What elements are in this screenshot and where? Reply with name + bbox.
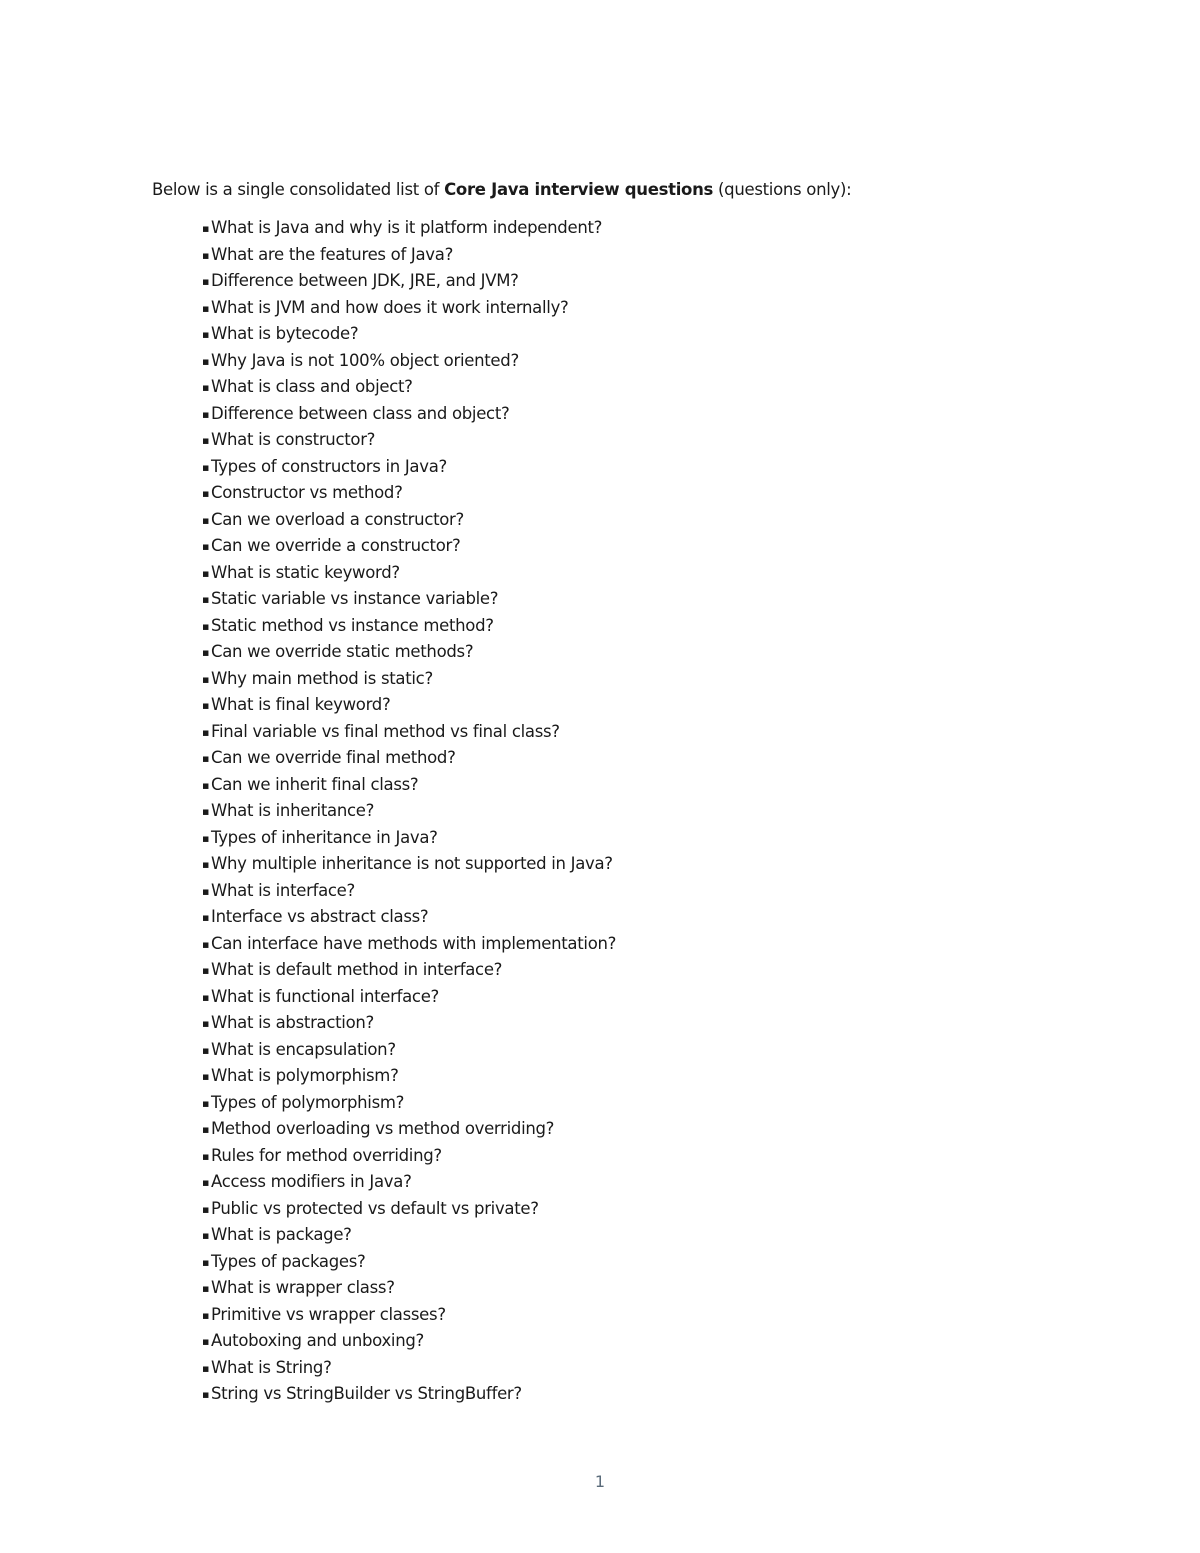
bullet-icon: ▪	[202, 937, 210, 951]
bullet-icon: ▪	[202, 275, 210, 288]
question-text: Why Java is not 100% object oriented?	[211, 350, 519, 370]
list-item	[202, 1117, 616, 1144]
question-text: What is bytecode?	[211, 324, 359, 343]
question-text: What is constructor?	[211, 430, 376, 449]
list-item	[202, 561, 616, 588]
question-text: What is inheritance?	[211, 801, 375, 820]
question-text: What is Java and why is it platform independent?	[211, 218, 603, 237]
question-text: What is String?	[211, 1357, 332, 1377]
question-text: What is polymorphism?	[211, 1066, 399, 1085]
bullet-icon: ▪	[202, 619, 210, 633]
list-item	[202, 1356, 616, 1383]
list-item	[202, 322, 616, 349]
question-text: What is wrapper class?	[211, 1278, 395, 1297]
list-item	[202, 508, 616, 535]
bullet-icon: ▪	[202, 407, 210, 421]
intro-text-before: Below is a single consolidated list of	[152, 179, 445, 199]
bullet-icon: ▪	[202, 672, 210, 686]
question-text: Types of inheritance in Java?	[211, 827, 438, 847]
list-item	[202, 1382, 616, 1409]
list-item	[202, 958, 616, 985]
list-item	[202, 1011, 616, 1038]
list-item	[202, 375, 616, 402]
bullet-icon: ▪	[202, 699, 210, 712]
bullet-icon: ▪	[202, 646, 210, 659]
question-text: Can we overload a constructor?	[211, 509, 464, 529]
bullet-icon: ▪	[202, 301, 210, 315]
question-text: What is default method in interface?	[211, 960, 503, 979]
bullet-icon: ▪	[202, 460, 210, 474]
bullet-icon: ▪	[202, 222, 210, 235]
bullet-icon: ▪	[202, 1096, 210, 1110]
bullet-icon: ▪	[202, 1149, 210, 1163]
list-item	[202, 1197, 616, 1224]
bullet-icon: ▪	[202, 778, 210, 792]
intro-paragraph	[152, 178, 851, 202]
list-item	[202, 1170, 616, 1197]
bullet-icon: ▪	[202, 487, 210, 500]
question-text: Can we override static methods?	[211, 642, 474, 661]
bullet-icon: ▪	[202, 1123, 210, 1136]
question-text: Public vs protected vs default vs private?	[211, 1198, 539, 1218]
bullet-icon: ▪	[202, 1017, 210, 1030]
bullet-icon: ▪	[202, 513, 210, 527]
bullet-icon: ▪	[202, 248, 210, 262]
question-text: What is package?	[211, 1225, 352, 1244]
list-item	[202, 1223, 616, 1250]
question-text: Static variable vs instance variable?	[211, 589, 499, 608]
question-text: Access modifiers in Java?	[211, 1172, 412, 1191]
question-text: Autoboxing and unboxing?	[211, 1331, 424, 1350]
bullet-icon: ▪	[202, 752, 210, 765]
bullet-icon: ▪	[202, 725, 210, 739]
list-item	[202, 402, 616, 429]
list-item	[202, 1144, 616, 1171]
bullet-icon: ▪	[202, 964, 210, 977]
bullet-icon: ▪	[202, 1361, 210, 1375]
question-text: Types of polymorphism?	[211, 1092, 405, 1112]
question-text: Primitive vs wrapper classes?	[211, 1304, 446, 1324]
list-item	[202, 349, 616, 376]
question-text: Final variable vs final method vs final class?	[211, 721, 560, 741]
list-item	[202, 216, 616, 243]
bullet-icon: ▪	[202, 1176, 210, 1189]
question-text: Can interface have methods with implementation?	[211, 933, 617, 953]
question-text: Rules for method overriding?	[211, 1145, 442, 1165]
bullet-icon: ▪	[202, 434, 210, 447]
question-text: Static method vs instance method?	[211, 615, 494, 635]
list-item	[202, 879, 616, 906]
intro-emphasis: Core Java interview questions	[444, 179, 714, 199]
question-text: What is class and object?	[211, 377, 413, 396]
list-item	[202, 1303, 616, 1330]
question-text: Types of constructors in Java?	[211, 456, 447, 476]
bullet-icon: ▪	[202, 1335, 210, 1348]
bullet-icon: ▪	[202, 1229, 210, 1242]
question-list	[202, 216, 616, 1409]
list-item	[202, 720, 616, 747]
bullet-icon: ▪	[202, 1282, 210, 1295]
bullet-icon: ▪	[202, 381, 210, 394]
question-text: Why multiple inheritance is not supported in Java?	[211, 854, 613, 873]
list-item	[202, 799, 616, 826]
bullet-icon: ▪	[202, 1070, 210, 1083]
bullet-icon: ▪	[202, 1308, 210, 1322]
bullet-icon: ▪	[202, 593, 210, 606]
bullet-icon: ▪	[202, 1255, 210, 1269]
bullet-icon: ▪	[202, 911, 210, 924]
list-item	[202, 587, 616, 614]
intro-text-after: (questions only):	[713, 179, 852, 199]
bullet-icon: ▪	[202, 858, 210, 871]
question-text: What is final keyword?	[211, 695, 391, 714]
list-item	[202, 985, 616, 1012]
list-item	[202, 1038, 616, 1065]
list-item	[202, 932, 616, 959]
list-item	[202, 614, 616, 641]
question-text: Difference between class and object?	[211, 403, 510, 423]
list-item	[202, 905, 616, 932]
question-text: Types of packages?	[211, 1251, 366, 1271]
list-item	[202, 296, 616, 323]
bullet-icon: ▪	[202, 1202, 210, 1216]
bullet-icon: ▪	[202, 831, 210, 845]
list-item	[202, 746, 616, 773]
question-text: Can we override final method?	[211, 748, 456, 767]
list-item	[202, 534, 616, 561]
list-item	[202, 243, 616, 270]
bullet-icon: ▪	[202, 354, 210, 368]
list-item	[202, 1276, 616, 1303]
list-item	[202, 640, 616, 667]
bullet-icon: ▪	[202, 566, 210, 580]
list-item	[202, 773, 616, 800]
list-item	[202, 1064, 616, 1091]
list-item	[202, 455, 616, 482]
list-item	[202, 667, 616, 694]
list-item	[202, 1091, 616, 1118]
question-text: What is JVM and how does it work internally?	[211, 297, 569, 317]
question-text: Can we inherit final class?	[211, 774, 419, 794]
list-item	[202, 1329, 616, 1356]
list-item	[202, 428, 616, 455]
question-text: Can we override a constructor?	[211, 536, 461, 555]
question-text: Constructor vs method?	[211, 483, 403, 502]
bullet-icon: ▪	[202, 805, 210, 818]
question-text: What is encapsulation?	[211, 1039, 396, 1059]
question-text: What is abstraction?	[211, 1013, 375, 1032]
question-text: Why main method is static?	[211, 668, 433, 688]
question-text: What is static keyword?	[211, 562, 400, 582]
question-text: What are the features of Java?	[211, 244, 454, 264]
bullet-icon: ▪	[202, 990, 210, 1004]
bullet-icon: ▪	[202, 540, 210, 553]
question-text: Difference between JDK, JRE, and JVM?	[211, 271, 519, 290]
list-item	[202, 826, 616, 853]
question-text: String vs StringBuilder vs StringBuffer?	[211, 1384, 522, 1403]
question-text: What is interface?	[211, 880, 355, 900]
list-item	[202, 269, 616, 296]
list-item	[202, 481, 616, 508]
bullet-icon: ▪	[202, 328, 210, 341]
question-text: What is functional interface?	[211, 986, 440, 1006]
question-text: Interface vs abstract class?	[211, 907, 429, 926]
list-item	[202, 852, 616, 879]
list-item	[202, 1250, 616, 1277]
question-text: Method overloading vs method overriding?	[211, 1119, 555, 1138]
bullet-icon: ▪	[202, 884, 210, 898]
list-item	[202, 693, 616, 720]
page-number: 1	[594, 1472, 606, 1491]
bullet-icon: ▪	[202, 1043, 210, 1057]
bullet-icon: ▪	[202, 1388, 210, 1401]
